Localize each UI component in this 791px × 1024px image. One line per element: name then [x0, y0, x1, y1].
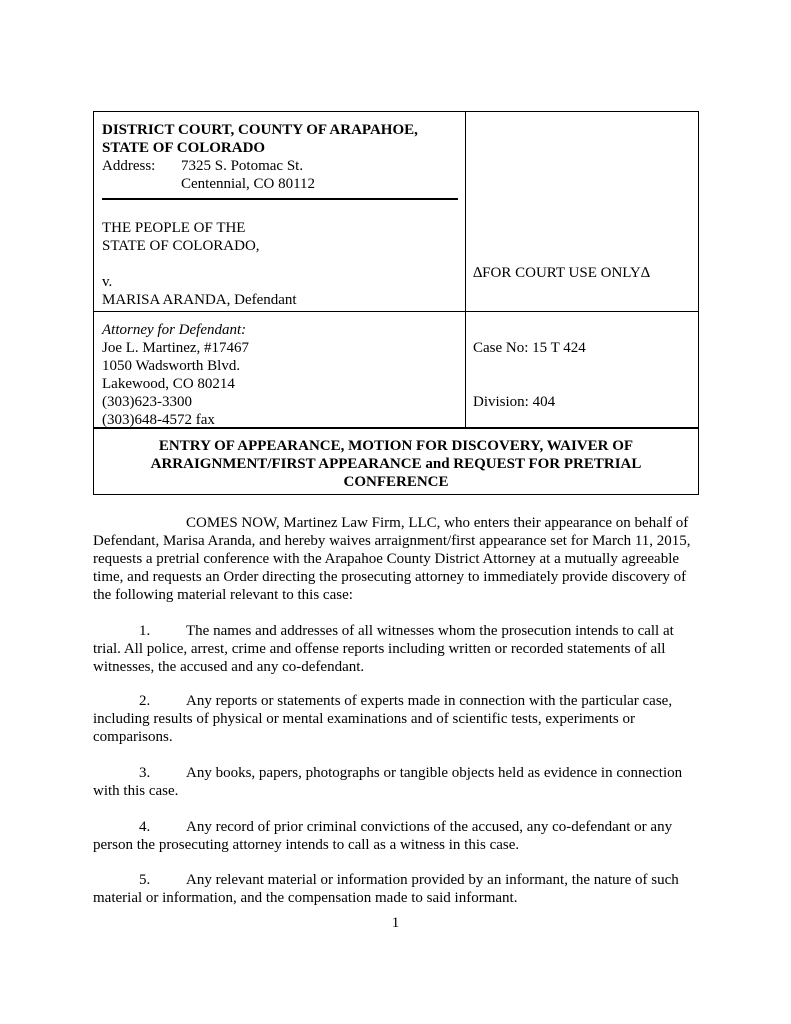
- item-text: Any reports or statements of experts made in connection with the particular case, including results of physical or mental examinations and of scientific tests, experiments or comparisons.: [93, 693, 673, 745]
- versus-text: v.: [102, 274, 113, 290]
- defendant-name: MARISA ARANDA, Defendant: [102, 292, 297, 308]
- address-city: Centennial, CO 80112: [181, 176, 316, 192]
- parties-versus: [102, 273, 297, 309]
- caption-row-divider: [94, 311, 698, 312]
- item-number: 3.: [139, 765, 151, 781]
- intro-paragraph: COMES NOW, Martinez Law Firm, LLC, who enters their appearance on behalf of Defendant, Marisa Aranda, and hereby waives arraignment/first appearance set for March 11, 2015, requests a pretrial conference with the Arapahoe County District Attorney at a mutually agreeable time, and requests an Order directing the prosecuting attorney to immediately provide discovery of the following material relevant to this case:: [93, 515, 691, 603]
- address-street: 7325 S. Potomac St.: [181, 158, 304, 174]
- attorney-city: Lakewood, CO 80214: [102, 376, 235, 392]
- case-caption-table: [93, 111, 699, 495]
- caption-vertical-rule: [465, 112, 466, 428]
- item-number: 1.: [139, 623, 151, 639]
- court-name: DISTRICT COURT, COUNTY OF ARAPAHOE, STATE OF COLORADO: [102, 122, 418, 156]
- item-text: Any relevant material or information provided by an informant, the nature of such material or information, and the compensation made to said informant.: [93, 872, 679, 906]
- item-text: The names and addresses of all witnesses whom the prosecution intends to call at trial. All police, arrest, crime and offense reports including written or recorded statements of all witnesses, the accused and any co-defendant.: [93, 623, 674, 675]
- attorney-phone: (303)623-3300: [102, 394, 192, 410]
- item-text: Any record of prior criminal convictions of the accused, any co-defendant or any person the prosecuting attorney intends to call as a witness in this case.: [93, 819, 673, 853]
- court-use-only: ∆FOR COURT USE ONLY∆: [473, 265, 650, 281]
- attorney-label: Attorney for Defendant:: [102, 322, 247, 338]
- court-address: [102, 157, 315, 193]
- court-block-rule: [102, 198, 458, 200]
- item-number: 4.: [139, 819, 151, 835]
- case-number: Case No: 15 T 424: [473, 340, 586, 356]
- attorney-block: [102, 321, 249, 429]
- discovery-item-2: [93, 692, 699, 746]
- item-number: 5.: [139, 872, 151, 888]
- attorney-name: Joe L. Martinez, #17467: [102, 340, 250, 356]
- division: Division: 404: [473, 394, 556, 410]
- page-number: 1: [391, 915, 400, 931]
- item-text: Any books, papers, photographs or tangible objects held as evidence in connection with this case.: [93, 765, 683, 799]
- discovery-item-1: [93, 622, 699, 676]
- item-number: 2.: [139, 693, 151, 709]
- attorney-fax: (303)648-4572 fax: [102, 412, 215, 428]
- discovery-item-3: [93, 764, 699, 800]
- attorney-street: 1050 Wadsworth Blvd.: [102, 358, 241, 374]
- discovery-item-4: [93, 818, 699, 854]
- document-title: ENTRY OF APPEARANCE, MOTION FOR DISCOVERY, WAIVER OF ARRAIGNMENT/FIRST APPEARANCE and REQUEST FOR PRETRIAL CONFERENCE: [150, 438, 642, 490]
- discovery-item-5: [93, 871, 699, 907]
- address-label: Address:: [102, 158, 156, 174]
- plaintiff-name: THE PEOPLE OF THE STATE OF COLORADO,: [102, 220, 260, 254]
